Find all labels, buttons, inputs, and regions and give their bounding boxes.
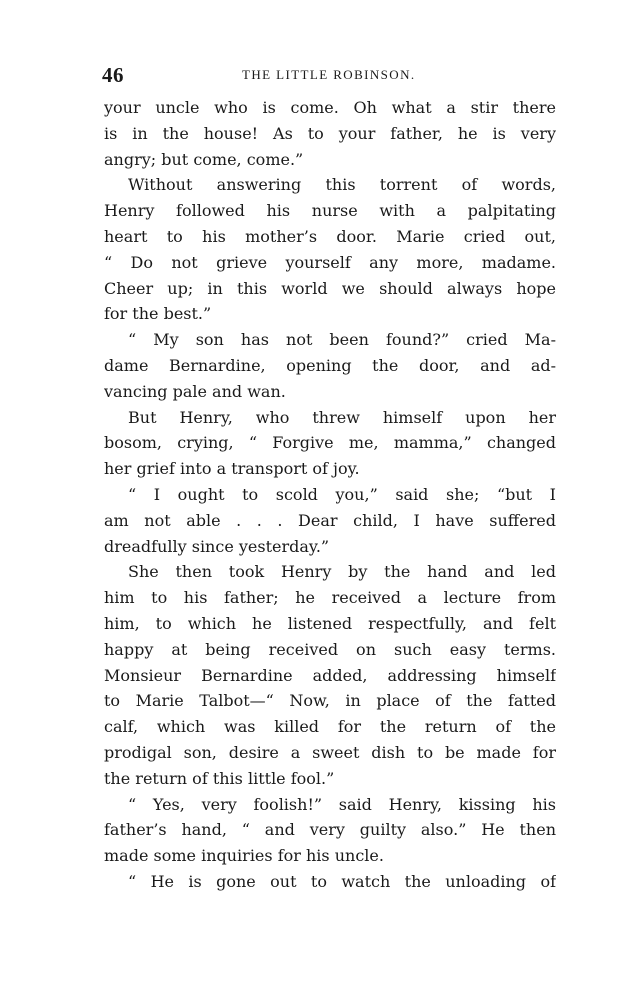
- text-line: made some inquiries for his uncle.: [104, 846, 384, 866]
- text-line: the return of this little fool.”: [104, 768, 335, 788]
- text-line: father’s hand, “ and very guilty also.” He then: [104, 820, 556, 840]
- text-line: to Marie Talbot—“ Now, in place of the fatted: [104, 691, 556, 711]
- text-line: angry; but come, come.”: [104, 149, 304, 169]
- text-line: is in the house! As to your father, he is very: [104, 123, 556, 143]
- text-line: vancing pale and wan.: [104, 381, 286, 401]
- text-line: “ Do not grieve yourself any more, madame.: [104, 252, 556, 272]
- text-line: him, to which he listened respectfully, and felt: [104, 613, 556, 633]
- page-header: [102, 62, 558, 88]
- text-line: happy at being received on such easy terms.: [104, 639, 556, 659]
- page-number: 46: [102, 63, 124, 87]
- text-line: Monsieur Bernardine added, addressing himself: [104, 665, 556, 685]
- text-line: Cheer up; in this world we should always hope: [104, 278, 556, 298]
- text-line: dame Bernardine, opening the door, and ad-: [104, 355, 556, 375]
- text-line: “ My son has not been found?” cried Ma-: [128, 330, 556, 350]
- text-line: She then took Henry by the hand and led: [128, 562, 556, 582]
- text-line: “ He is gone out to watch the unloading of: [128, 871, 556, 891]
- text-line: calf, which was killed for the return of the: [104, 717, 556, 737]
- running-title: THE LITTLE ROBINSON.: [242, 67, 416, 82]
- text-line: your uncle who is come. Oh what a stir there: [104, 98, 556, 117]
- text-line: “ I ought to scold you,” said she; “but I: [128, 484, 556, 504]
- text-line: bosom, crying, “ Forgive me, mamma,” changed: [104, 433, 556, 453]
- text-line: for the best.”: [104, 304, 212, 324]
- text-line: prodigal son, desire a sweet dish to be made for: [104, 742, 556, 762]
- text-line: him to his father; he received a lecture from: [104, 588, 556, 608]
- text-line: Henry followed his nurse with a palpitating: [104, 201, 556, 221]
- text-line: her grief into a transport of joy.: [104, 459, 360, 479]
- text-line: Without answering this torrent of words,: [128, 175, 556, 195]
- body-text: [104, 98, 556, 898]
- text-line: “ Yes, very foolish!” said Henry, kissing his: [128, 794, 556, 814]
- text-line: But Henry, who threw himself upon her: [128, 407, 556, 427]
- text-line: am not able . . . Dear child, I have suffered: [104, 510, 556, 530]
- text-line: heart to his mother’s door. Marie cried out,: [104, 226, 556, 246]
- text-line: dreadfully since yesterday.”: [104, 536, 330, 556]
